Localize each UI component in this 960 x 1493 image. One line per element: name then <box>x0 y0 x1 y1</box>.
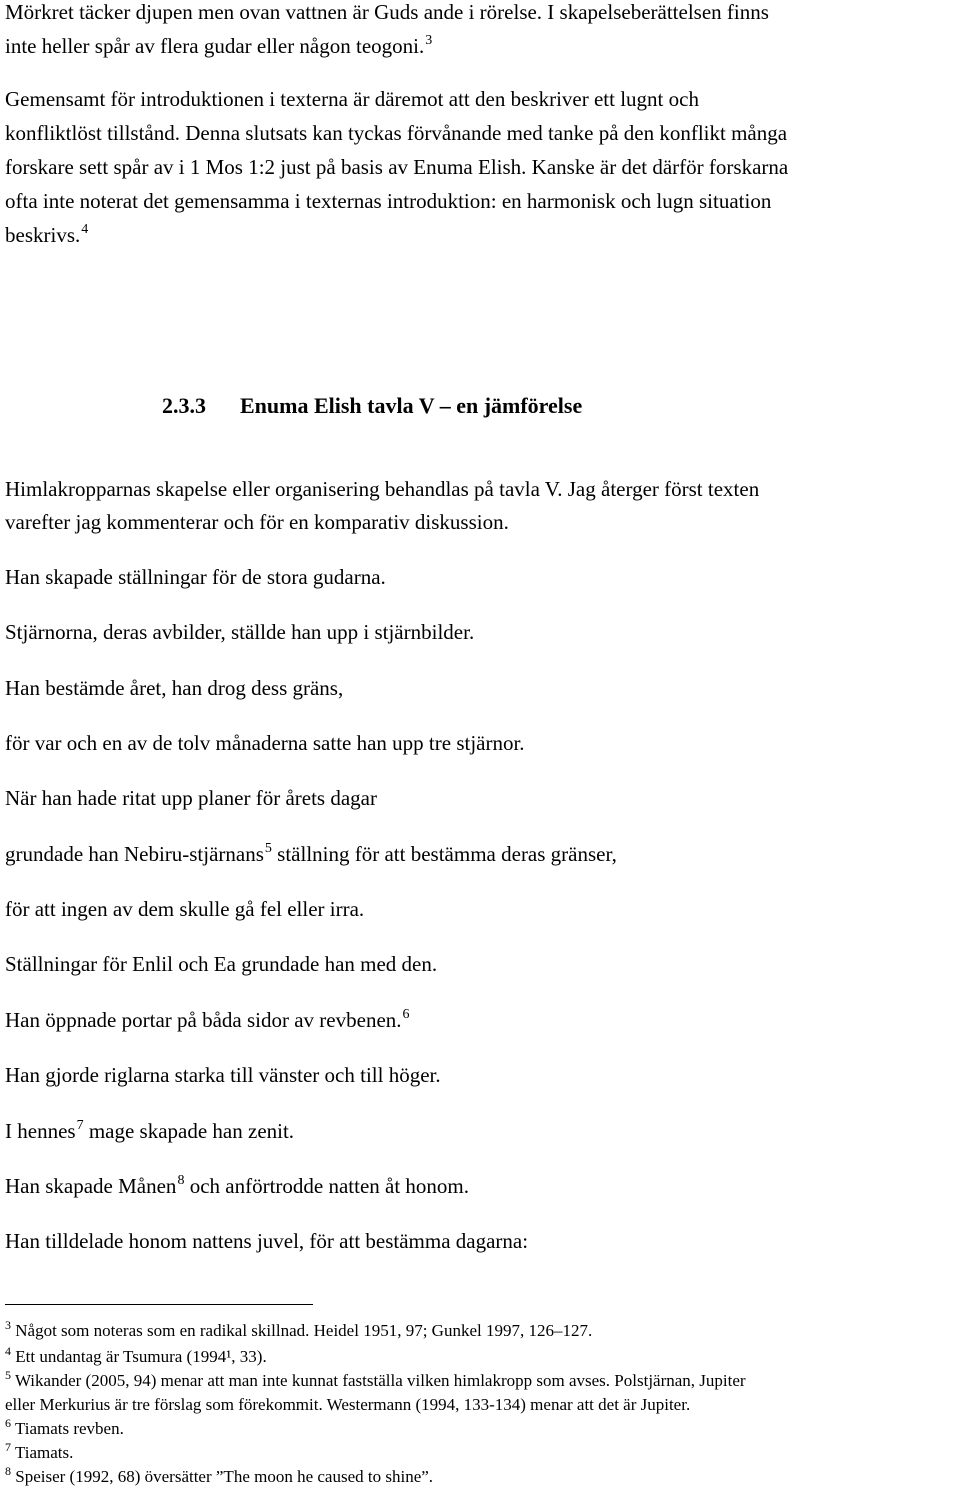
text: I hennes <box>5 1119 76 1143</box>
verse-line <box>5 733 525 754</box>
footnote-separator <box>5 1304 313 1305</box>
footnote-number: 5 <box>5 1368 11 1382</box>
footnote-text: Wikander (2005, 94) menar att man inte kunnat fastställa vilken himlakropp som avses. Polstjärnan, Jupiter <box>11 1371 746 1390</box>
footnote <box>5 1416 124 1438</box>
footnote-number: 8 <box>5 1464 11 1478</box>
footnote <box>5 1344 267 1366</box>
footnote-text: Ett undantag är Tsumura (1994¹, 33). <box>11 1347 267 1366</box>
footnote-number: 7 <box>5 1440 11 1454</box>
footnote-number: 4 <box>5 1344 11 1358</box>
text: grundade han Nebiru-stjärnans <box>5 842 264 866</box>
footnote-number: 3 <box>5 1318 11 1332</box>
section-number: 2.3.3 <box>162 393 206 418</box>
footnote-text: Något som noteras som en radikal skillnad. Heidel 1951, 97; Gunkel 1997, 126–127. <box>11 1321 593 1340</box>
verse-line <box>5 622 474 643</box>
text: När han hade ritat upp planer för årets dagar <box>5 786 377 810</box>
verse-line <box>5 1173 470 1198</box>
footnote <box>5 1396 690 1413</box>
footnote-text: eller Merkurius är tre förslag som förekommit. Westermann (1994, 133-134) menar att det är Jupiter. <box>5 1395 691 1414</box>
footnote-reference[interactable]: 3 <box>425 33 433 48</box>
text: ofta inte noterat det gemensamma i texternas introduktion: en harmonisk och lugn situation <box>5 189 772 213</box>
footnote <box>5 1368 746 1390</box>
verse-line <box>5 1065 441 1086</box>
verse-line <box>5 954 437 975</box>
footnote-reference[interactable]: 5 <box>264 841 272 856</box>
verse-line <box>5 841 617 866</box>
body-text-line <box>5 222 89 247</box>
footnote <box>5 1440 74 1462</box>
verse-line <box>5 899 364 920</box>
text: forskare sett spår av i 1 Mos 1:2 just på basis av Enuma Elish. Kanske är det därför forskarna <box>5 155 789 179</box>
verse-line <box>5 678 343 699</box>
text: Han skapade Månen <box>5 1174 177 1198</box>
text: Stjärnorna, deras avbilder, ställde han upp i stjärnbilder. <box>5 620 475 644</box>
text: beskrivs. <box>5 223 81 247</box>
verse-line <box>5 788 377 809</box>
body-text-line <box>5 2 769 23</box>
text: för att ingen av dem skulle gå fel eller irra. <box>5 897 365 921</box>
verse-line <box>5 567 386 588</box>
footnote-text: Speiser (1992, 68) översätter ”The moon he caused to shine”. <box>11 1467 434 1486</box>
text: Han skapade ställningar för de stora gudarna. <box>5 565 386 589</box>
text: Ställningar för Enlil och Ea grundade han med den. <box>5 952 438 976</box>
footnote-reference[interactable]: 8 <box>177 1173 185 1188</box>
text: Mörkret täcker djupen men ovan vattnen är Guds ande i rörelse. I skapelseberättelsen finns <box>5 0 769 24</box>
verse-line <box>5 1231 528 1252</box>
verse-line <box>5 1118 295 1143</box>
text: för var och en av de tolv månaderna satte han upp tre stjärnor. <box>5 731 525 755</box>
footnote-text: Tiamats. <box>11 1443 74 1462</box>
text: inte heller spår av flera gudar eller någon teogoni. <box>5 34 425 58</box>
text: Gemensamt för introduktionen i texterna är däremot att den beskriver ett lugnt och <box>5 87 699 111</box>
footnote-text: Tiamats revben. <box>11 1419 124 1438</box>
text: konfliktlöst tillstånd. Denna slutsats kan tyckas förvånande med tanke på den konflikt många <box>5 121 788 145</box>
footnote-reference[interactable]: 4 <box>81 222 89 237</box>
text: Han bestämde året, han drog dess gräns, <box>5 676 344 700</box>
body-text-line <box>5 123 787 144</box>
text: Han öppnade portar på båda sidor av revbenen. <box>5 1008 402 1032</box>
body-text-line <box>5 33 433 58</box>
body-text-line <box>5 191 771 212</box>
text: Han gjorde riglarna starka till vänster och till höger. <box>5 1063 441 1087</box>
section-heading <box>162 393 582 419</box>
body-text-line <box>5 157 788 178</box>
footnote-number: 6 <box>5 1416 11 1430</box>
footnote-reference[interactable]: 7 <box>76 1118 84 1133</box>
text: ställning för att bestämma deras gränser, <box>271 842 617 866</box>
verse-line <box>5 1007 410 1032</box>
footnote-reference[interactable]: 6 <box>402 1007 410 1022</box>
text: varefter jag kommenterar och för en komparativ diskussion. <box>5 510 509 534</box>
body-text-line <box>5 512 509 533</box>
footnote <box>5 1464 434 1486</box>
body-text-line <box>5 89 699 110</box>
text: Han tilldelade honom nattens juvel, för att bestämma dagarna: <box>5 1229 529 1253</box>
section-title: Enuma Elish tavla V – en jämförelse <box>240 393 583 418</box>
text: Himlakropparnas skapelse eller organisering behandlas på tavla V. Jag återger först texten <box>5 477 760 501</box>
footnote <box>5 1318 593 1340</box>
text: mage skapade han zenit. <box>83 1119 295 1143</box>
body-text-line <box>5 479 759 500</box>
text: och anförtrodde natten åt honom. <box>184 1174 470 1198</box>
